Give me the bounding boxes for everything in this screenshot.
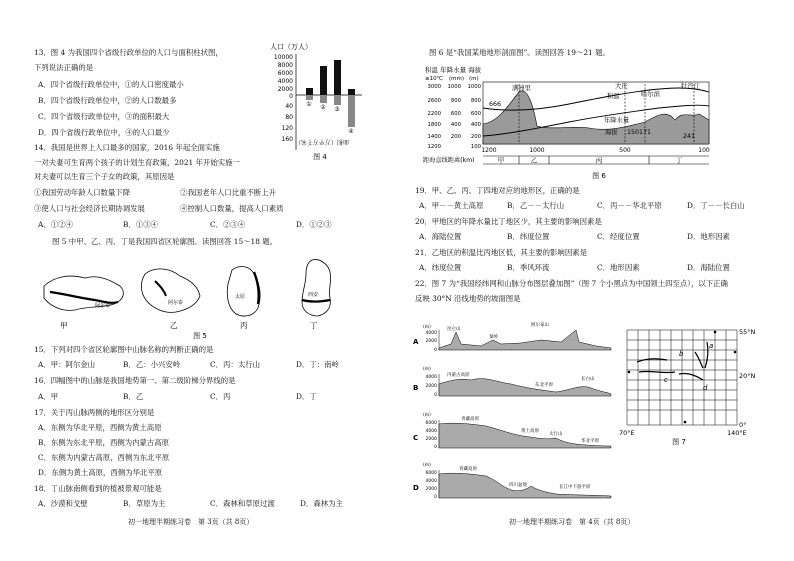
province-ding-outline	[302, 260, 331, 316]
svg-text:0: 0	[434, 393, 437, 398]
svg-text:4000: 4000	[425, 331, 437, 336]
svg-text:太行山: 太行山	[549, 432, 563, 437]
fig7-lat-mid: 20°N	[739, 372, 756, 380]
fig6-ytick: 400	[450, 122, 461, 128]
fig4-marker: ③	[334, 106, 340, 113]
fig4-area-bar-2	[320, 95, 327, 103]
q20-option-d[interactable]: D．地形因素	[687, 232, 730, 241]
q17-stem: 17．关于丙山脉两侧的地形区分别是	[34, 408, 155, 417]
fig6-label-jiwen: 积温	[607, 93, 620, 100]
svg-text:4000: 4000	[425, 479, 437, 484]
right-footer: 初一地理半期练习卷 第 4页（共 8页）	[509, 518, 635, 526]
svg-text:0: 0	[434, 495, 437, 500]
fig7-letter-c: c	[664, 376, 668, 384]
fig6-value-241: 241	[683, 133, 696, 140]
svg-text:昆仑山: 昆仑山	[447, 327, 461, 332]
q15-stem: 15．下列对四个省区轮廓图中山脉名称的判断正确的是	[34, 345, 214, 354]
fig4-ytick: 4000	[277, 78, 293, 85]
svg-text:(m): (m)	[423, 367, 431, 372]
fig6-ytick: 3000	[427, 84, 441, 90]
profile-d-letter: D	[413, 484, 419, 492]
q16-option-a[interactable]: A．甲	[38, 392, 59, 401]
fig4-pop-bar-3	[334, 60, 341, 95]
fig6-label-manzhouli: 满洲里	[512, 85, 531, 92]
q14-item-3: ③使人口与社会经济长期协调发展	[34, 204, 145, 213]
fig6-ytick: 600	[450, 111, 461, 117]
q19-option-d[interactable]: D．丁－－长白山	[687, 201, 745, 210]
svg-text:四川盆地: 四川盆地	[509, 483, 527, 488]
q14-option-d[interactable]: D．①②③	[296, 220, 332, 229]
fig6-region-ding: 丁	[675, 156, 683, 165]
fig6-caption: 图 6	[592, 172, 606, 180]
q18-option-b[interactable]: B．草原为主	[123, 499, 166, 508]
q20-option-a[interactable]: A．海陆位置	[419, 232, 462, 241]
fig7-letter-b: b	[679, 350, 684, 358]
profile-c-letter: C	[413, 434, 419, 442]
svg-text:秦岭: 秦岭	[489, 335, 498, 340]
svg-text:(m): (m)	[423, 325, 431, 330]
fig7-letter-a: a	[709, 342, 714, 350]
q19-option-c[interactable]: C．丙－－华北平原	[597, 201, 662, 210]
q22-profile-options	[411, 318, 623, 508]
q19-option-a[interactable]: A．甲－－黄土高原	[419, 201, 484, 210]
q13-option-a[interactable]: A．四个省级行政单位中，①的人口密度最小	[38, 80, 184, 89]
fig6-label-altitude: 海拔	[605, 129, 618, 136]
fig4-marker: ①	[306, 101, 312, 108]
fig6-units-3: (m)	[469, 76, 479, 82]
q22-stem-1: 22．图 7 为“我国经纬网和山脉分布图层叠加图”（图 7 个小黑点为中国领土四至点），以下正确	[415, 279, 728, 288]
fig4-ytick: 8000	[277, 62, 293, 69]
fig6-ytick: 400	[470, 122, 481, 128]
fig5-inner-label-taiyuan: 太原	[235, 294, 246, 300]
q19-stem: 19．甲、乙、丙、丁四地对应的地形区，正确的是	[415, 186, 580, 195]
q14-item-2: ②我国老年人口比重不断上升	[180, 188, 277, 197]
svg-text:青藏高原: 青藏高原	[461, 417, 479, 422]
fig4-area-bar-1	[306, 95, 313, 100]
figure-6-profile-chart	[419, 64, 719, 184]
q22-stem-2: 反映 30°N 沿线地势的坡面图是	[415, 294, 521, 303]
q20-option-c[interactable]: C．经度位置	[597, 232, 640, 241]
fig6-region-bing: 丙	[595, 156, 603, 165]
q15-option-c[interactable]: C．丙：太行山	[210, 360, 260, 369]
q14-stem-3: 对夫妻可以生育三个子女的政策，其原因是	[34, 172, 175, 181]
fig6-ytick: 1000	[447, 84, 461, 90]
fig6-intro: 图 6 是“我国某地地形剖面图”。读图回答 19～21 题。	[429, 48, 610, 57]
q14-option-b[interactable]: B．①③④	[123, 220, 158, 229]
right-page	[397, 0, 794, 561]
figure-7-grid-map	[619, 322, 789, 452]
q17-option-a[interactable]: A．东侧为华北平原，西侧为黄土高原	[38, 423, 162, 432]
fig6-ytick: 2200	[427, 111, 441, 117]
fig6-label-precip: 年降水量	[604, 117, 630, 124]
fig6-ytick: 1400	[427, 134, 441, 140]
svg-text:2000: 2000	[425, 339, 437, 344]
svg-text:2000: 2000	[425, 487, 437, 492]
q18-option-c[interactable]: C．森林和草原过渡	[210, 499, 275, 508]
q14-stem-1: 14．我国是世界上人口最多的国家，2016 年起全面实施	[34, 143, 220, 152]
figure-5-province-outlines	[40, 256, 370, 340]
q15-option-a[interactable]: A．甲：阿尔金山	[38, 360, 96, 369]
q21-option-b[interactable]: B．季风环流	[507, 263, 550, 272]
figure-4-bar-chart	[262, 40, 374, 162]
profile-a[interactable]	[413, 321, 611, 353]
fig6-xtick: 100	[698, 147, 710, 154]
q18-option-d[interactable]: D．森林为主	[300, 499, 343, 508]
q13-stem-2: 下列说法正确的是	[34, 63, 94, 72]
fig4-area-bar-4	[348, 95, 355, 127]
svg-text:4000: 4000	[425, 375, 437, 380]
fig4-ytick: 6000	[277, 70, 293, 77]
fig6-ytick: 1800	[427, 122, 441, 128]
svg-text:(m): (m)	[423, 463, 431, 468]
q14-item-4: ④控制人口数量，提高人口素质	[180, 204, 284, 213]
q17-option-c[interactable]: C．东侧为内蒙古高原，西侧为东北平原	[38, 453, 170, 462]
fig6-value-171: 171	[639, 129, 652, 136]
q16-option-c[interactable]: C．丙	[210, 392, 231, 401]
fig6-ytick: 800	[450, 98, 461, 104]
fig6-units-2: (mm)	[449, 76, 465, 82]
q14-option-a[interactable]: A．①②④	[38, 220, 73, 229]
fig6-value-150: 150	[627, 129, 640, 136]
q18-stem: 18．丁山脉南侧看到的植被景观可能是	[34, 484, 162, 493]
q14-stem-2: 一对夫妻可生育两个孩子的计划生育政策，2021 年开始实施一	[34, 158, 240, 167]
svg-text:青藏高原: 青藏高原	[459, 467, 477, 472]
svg-text:阿尔泰山: 阿尔泰山	[531, 323, 549, 328]
fig6-label-mudanjiang: 牡丹江	[681, 83, 700, 90]
fig5-inner-label: 阿尔泰	[95, 303, 111, 309]
svg-text:(m): (m)	[423, 413, 431, 418]
q18-option-a[interactable]: A．沙漠和戈壁	[38, 499, 88, 508]
svg-text:华北平原: 华北平原	[581, 439, 599, 444]
fig4-pop-bar-2	[320, 66, 327, 95]
q20-option-b[interactable]: B．纬度位置	[507, 232, 550, 241]
fig4-pop-bar-4	[348, 89, 355, 95]
fig5-label-jia: 甲	[60, 321, 68, 330]
svg-text:0: 0	[434, 348, 437, 353]
svg-text:6000: 6000	[425, 421, 437, 426]
fig5-caption: 图 5	[193, 332, 207, 340]
fig5-inner-label-2: 阿尔泰	[168, 300, 184, 306]
fig4-ytick: 10000	[273, 54, 293, 61]
fig6-region-jia: 甲	[497, 156, 505, 165]
q14-option-c[interactable]: C．②③④	[210, 220, 246, 229]
fig7-lat-bot: 0°	[739, 421, 747, 429]
fig6-ytick: 2600	[427, 98, 441, 104]
fig6-region-yi: 乙	[530, 156, 538, 165]
fig6-xtick: 1000	[529, 147, 545, 154]
q17-option-b[interactable]: B．东侧为东北平原，西侧为内蒙古高原	[38, 438, 170, 447]
q15-option-d[interactable]: D．丁：南岭	[296, 360, 339, 369]
fig6-ytick: 600	[470, 111, 481, 117]
q13-option-b[interactable]: B．四个省级行政单位中，②的人口数最多	[38, 96, 177, 105]
fig6-ytick: 200	[470, 134, 481, 140]
fig4-marker: ④	[348, 128, 354, 135]
fig6-ytick: 200	[450, 134, 461, 140]
svg-text:0: 0	[434, 445, 437, 450]
profile-b[interactable]	[413, 366, 611, 398]
fig4-pop-bar-1	[306, 88, 313, 95]
fig4-ytick: 120	[281, 125, 293, 132]
fig4-ytick: 160	[281, 136, 293, 143]
fig4-top-label: 人口（万人）	[270, 43, 312, 51]
fig7-caption: 图 7	[672, 438, 686, 446]
svg-text:2000: 2000	[425, 437, 437, 442]
fig7-letter-d: d	[703, 384, 708, 392]
q21-option-a[interactable]: A．纬度位置	[419, 263, 462, 272]
fig6-ytick: 100	[470, 144, 481, 150]
q16-stem: 16．四幅图中的山脉是我国地势第一、第二级阶梯分界线的是	[34, 376, 236, 385]
fig7-lon-left: 70°E	[619, 429, 635, 437]
fig4-caption: 图 4	[313, 153, 327, 161]
fig5-label-ding: 丁	[310, 321, 318, 330]
svg-text:6000: 6000	[425, 471, 437, 476]
left-footer: 初一地理半期练习卷 第 3页（共 8页）	[128, 518, 254, 526]
fig6-units-1: ≥10℃	[425, 76, 443, 82]
fig6-xtick: 1200	[481, 147, 497, 154]
q13-option-d[interactable]: D．四个省级行政单位中，④的人口最少	[38, 128, 170, 137]
profile-b-letter: B	[413, 384, 419, 392]
fig5-label-bing: 丙	[240, 321, 248, 330]
q14-item-1: ①我国劳动年龄人口数量下降	[34, 188, 131, 197]
svg-text:长白山: 长白山	[581, 377, 595, 382]
svg-text:2000: 2000	[425, 384, 437, 389]
q20-stem: 20．甲地区的年降水量比丁地区少，其主要的影响因素是	[415, 217, 602, 226]
fig6-ytick: 800	[470, 98, 481, 104]
svg-text:黄土高原: 黄土高原	[521, 429, 539, 434]
fig4-ytick: 40	[285, 103, 293, 110]
fig5-label-yi: 乙	[170, 321, 178, 330]
fig6-x-label: 距海直线距离(km)	[423, 157, 475, 164]
profile-d[interactable]	[413, 462, 611, 500]
fig4-area-bar-3	[334, 95, 341, 105]
q17-option-d[interactable]: D．东侧为黄土高原，西侧为华北平原	[38, 468, 163, 477]
fig5-inner-label-xian: 西安	[308, 292, 319, 298]
svg-text:长江中下游平原: 长江中下游平原	[559, 485, 591, 490]
fig4-ytick: 0	[289, 93, 293, 100]
fig6-xtick: 500	[619, 147, 631, 154]
fig6-ytick: 1200	[427, 144, 441, 150]
fig6-ytick: 1000	[467, 84, 481, 90]
svg-text:东北平原: 东北平原	[535, 383, 553, 388]
fig6-value-666: 666	[489, 101, 502, 108]
profile-c[interactable]	[413, 412, 611, 450]
fig4-ytick: 2000	[277, 86, 293, 93]
q13-stem-1: 13．图 4 为我国四个省级行政单位的人口与面积柱状图，	[34, 48, 223, 57]
fig7-lon-right: 140°E	[727, 429, 747, 437]
q16-option-d[interactable]: D．丁	[296, 392, 317, 401]
q13-option-c[interactable]: C．四个省级行政单位中，③的面积最大	[38, 112, 170, 121]
q21-option-d[interactable]: D．海陆位置	[687, 263, 730, 272]
fig4-marker: ②	[320, 104, 326, 111]
fig4-bottom-label: 面积（万平方千米）	[294, 138, 350, 145]
fig4-ytick: 80	[285, 114, 293, 121]
svg-text:4000: 4000	[425, 429, 437, 434]
q15-option-b[interactable]: B．乙：小兴安岭	[123, 360, 181, 369]
profile-a-letter: A	[413, 338, 419, 346]
svg-text:内蒙古高原: 内蒙古高原	[447, 373, 470, 378]
fig6-legend: 积温 年降水量 海拔	[425, 66, 482, 74]
fig6-label-daqing: 大庆	[615, 83, 628, 90]
q21-option-c[interactable]: C．地形因素	[597, 263, 640, 272]
q19-option-b[interactable]: B．乙－－太行山	[507, 201, 565, 210]
fig5-intro: 图 5 中甲、乙、丙、丁是我国四省区轮廓图。读图回答 15～18 题。	[52, 237, 278, 246]
q16-option-b[interactable]: B．乙	[123, 392, 144, 401]
q21-stem: 21．乙地区的积温比丙地区低，其主要的影响因素是	[415, 248, 588, 257]
fig6-label-haerbin: 哈尔滨	[641, 91, 660, 98]
fig7-lat-top: 55°N	[739, 328, 756, 336]
